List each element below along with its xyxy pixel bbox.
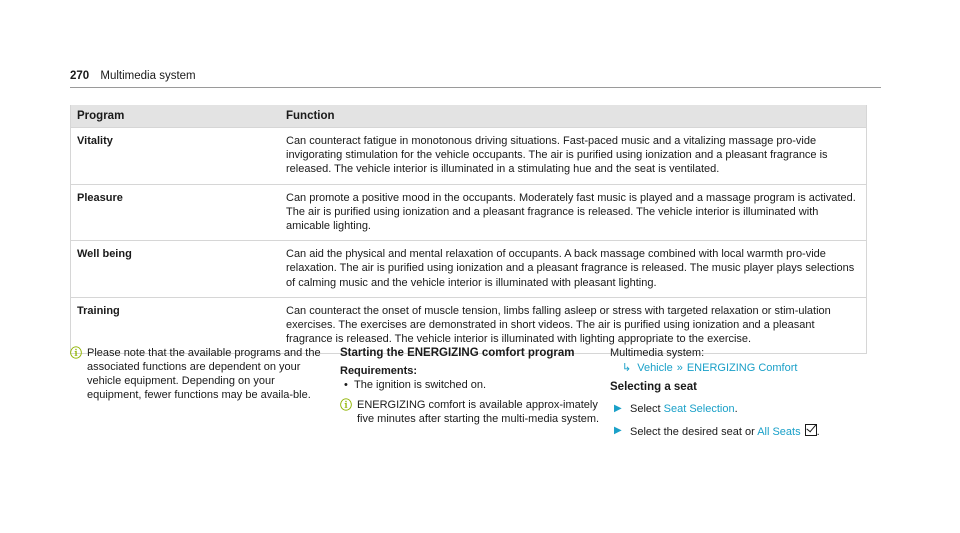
nav-prefix: Multimedia system: bbox=[610, 347, 705, 359]
requirement-item bbox=[340, 378, 600, 392]
step-suffix: . bbox=[816, 426, 820, 438]
program-function: Can promote a positive mood in the occupants. Moderately fast music is played and a massage program is activated. The air is purified using ionization and a pleasant fragrance is released. The vehicle interior is illuminated with amicable lighting. bbox=[286, 191, 856, 233]
nav-item-vehicle[interactable]: Vehicle bbox=[637, 362, 673, 374]
requirements-label: Requirements: bbox=[340, 365, 418, 377]
column-header-function: Function bbox=[286, 110, 335, 122]
step-text bbox=[630, 402, 738, 416]
note-text: ENERGIZING comfort is available approx-imately five minutes after starting the multi-media system. bbox=[357, 399, 600, 425]
program-function: Can counteract fatigue in monotonous driving situations. Fast-paced music and a vitalizing massage pro-vide invigorating stimulation for the vehicle occupants. The air is purified using ionization and a pleasant fragrance is released. The vehicle interior is illuminated in a stimulating hue and the seat is ventilated. bbox=[286, 135, 828, 176]
page-header-title: Multimedia system bbox=[100, 70, 196, 82]
note-text: Please note that the available programs and the associated functions are dependent on your vehicle equipment. Depending on your equipment, fewer functions may be availa-ble. bbox=[87, 347, 321, 401]
program-name: Well being bbox=[77, 248, 132, 261]
starting-section bbox=[340, 346, 600, 426]
selection-section bbox=[610, 346, 880, 439]
step-item bbox=[610, 402, 880, 416]
program-name: Training bbox=[77, 304, 120, 317]
step-suffix: . bbox=[734, 403, 738, 415]
info-note bbox=[70, 346, 325, 402]
step-prefix: Select the desired seat or bbox=[630, 426, 758, 438]
table-row bbox=[71, 184, 866, 241]
info-icon: ⓘ bbox=[70, 346, 83, 360]
program-name: Vitality bbox=[77, 135, 113, 147]
requirement-text: The ignition is switched on. bbox=[354, 379, 487, 391]
nav-item-energizing-comfort[interactable]: ENERGIZING Comfort bbox=[686, 362, 798, 374]
program-table bbox=[70, 105, 867, 354]
page-number: 270 bbox=[70, 70, 90, 82]
info-icon: ⓘ bbox=[340, 398, 353, 412]
page-header bbox=[70, 70, 196, 82]
program-function: Can counteract the onset of muscle tension, limbs falling asleep or stress with targeted relaxation or stim-ulation exercises. The exercises are demonstrated in short videos. The air is purified using ionization and a pleasant fragrance is released. The vehicle interior is illuminated with lighting appropriate to the exercise. bbox=[286, 304, 831, 346]
step-arrow-icon: ▶ bbox=[614, 425, 622, 436]
section-title: Starting the ENERGIZING comfort program bbox=[340, 347, 575, 359]
turn-arrow-icon: ↳ bbox=[622, 362, 632, 374]
program-name: Pleasure bbox=[77, 191, 123, 204]
bullet-icon: • bbox=[344, 379, 348, 391]
table-row bbox=[71, 297, 866, 354]
nav-path bbox=[610, 361, 880, 375]
note-column bbox=[70, 346, 325, 402]
table-row bbox=[71, 127, 866, 184]
step-arrow-icon: ▶ bbox=[614, 403, 622, 414]
table-row bbox=[71, 240, 866, 297]
double-chevron-icon: » bbox=[676, 362, 683, 374]
step-text bbox=[630, 424, 820, 439]
selecting-title: Selecting a seat bbox=[610, 381, 697, 393]
column-header-program: Program bbox=[77, 110, 125, 122]
program-function: Can aid the physical and mental relaxation of occupants. A back massage combined with local warmth pro-vide relaxation. The air is purified using ionization and a pleasant fragrance is released. The music player plays selections of calming music and the vehicle interior is illuminated with pleasant lighting. bbox=[286, 248, 855, 289]
seat-selection-link[interactable]: Seat Selection bbox=[663, 403, 735, 415]
step-prefix: Select bbox=[630, 403, 664, 415]
header-divider bbox=[70, 87, 881, 88]
info-note bbox=[340, 398, 600, 426]
step-item bbox=[610, 424, 880, 439]
all-seats-link[interactable]: All Seats bbox=[757, 426, 801, 438]
checkbox-checked-icon[interactable] bbox=[805, 424, 817, 436]
table-header bbox=[71, 105, 866, 127]
